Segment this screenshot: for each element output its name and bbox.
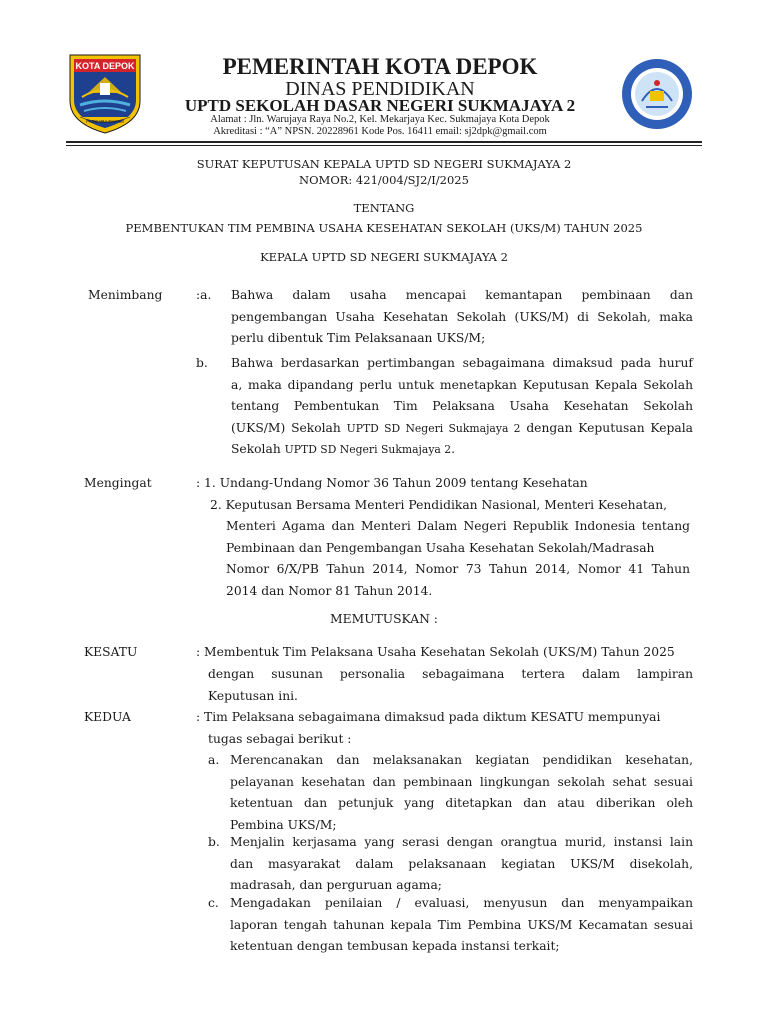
kedua-a-marker: a. [208,753,220,767]
text-run: Sekolah [231,442,285,456]
government-title: PEMERINTAH KOTA DEPOK [222,54,538,79]
about-label: TENTANG [353,201,415,215]
text-run: dengan Keputusan Kepala [520,420,693,435]
logo-left-motto: PARCARA DAYAM [86,119,124,124]
text-line: ketentuan dan petunjuk yang ditetapkan dan atau diberikan oleh [230,796,693,810]
menimbang-a-text [231,285,693,350]
text-line: tentang Pembentukan Tim Pelaksana Usaha Kesehatan Sekolah [231,399,693,413]
mengingat-item-1: : 1. Undang-Undang Nomor 36 Tahun 2009 tentang Kesehatan [196,476,588,490]
school-accreditation: Akreditasi : “A” NPSN. 20228961 Kode Pos. 16411 email: sj2dpk@gmail.com [213,126,547,137]
text-line: a, maka dipandang perlu untuk menetapkan Keputusan Kepala Sekolah [231,377,693,392]
text-line: 2014 dan Nomor 81 Tahun 2014. [226,583,433,598]
mengingat-label: Mengingat [84,476,152,490]
text-line: Bahwa dalam usaha mencapai kemantapan pembinaan dan [231,288,693,302]
text-line: dan masyarakat dalam pelaksanaan kegiatan UKS/M disekolah, [230,856,693,871]
text-line: Merencanakan dan melaksanakan kegiatan pendidikan kesehatan, [230,753,693,767]
logo-left-label: KOTA DEPOK [75,61,135,71]
text-line: dengan susunan personalia sebagaimana tertera dalam lampiran [208,667,693,681]
text-line: Bahwa berdasarkan pertimbangan sebagaimana dimaksud pada huruf [231,356,693,370]
decree-issuer: KEPALA UPTD SD NEGERI SUKMAJAYA 2 [260,250,508,264]
menimbang-b-marker: b. [196,356,208,370]
kesatu-text [208,664,693,707]
text-run: . [451,442,456,456]
letterhead-rule [66,141,702,143]
kesatu-label: KESATU [84,645,138,659]
school-title: UPTD SEKOLAH DASAR NEGERI SUKMAJAYA 2 [184,96,576,115]
text-line: Menteri Agama dan Menteri Dalam Negeri Republik Indonesia tentang [226,519,690,533]
text-line: Menjalin kerjasama yang serasi dengan orangtua murid, instansi lain [230,835,693,849]
menimbang-label: Menimbang [88,288,163,302]
text-line: Keputusan ini. [208,688,298,703]
kedua-c-marker: c. [208,896,219,910]
kedua-b-text [230,832,693,897]
mengingat-item-2-first: 2. Keputusan Bersama Menteri Pendidikan Nasional, Menteri Kesehatan, [210,498,668,512]
text-line [231,439,693,461]
text-line: perlu dibentuk Tim Pelaksanaan UKS/M; [231,331,486,345]
text-run: (UKS/M) Sekolah [231,420,347,435]
text-line [231,418,693,440]
kesatu-first-line: : Membentuk Tim Pelaksana Usaha Kesehatan Sekolah (UKS/M) Tahun 2025 [196,645,675,659]
kedua-intro-line: tugas sebagai berikut : [208,732,352,746]
school-name-inline: UPTD SD Negeri Sukmajaya 2 [284,443,452,456]
decree-number: NOMOR: 421/004/SJ2/I/2025 [299,173,469,187]
menimbang-b-text [231,353,693,461]
school-emblem-logo [620,57,694,131]
decree-subject: PEMBENTUKAN TIM PEMBINA USAHA KESEHATAN SEKOLAH (UKS/M) TAHUN 2025 [125,221,643,235]
kedua-c-text [230,893,693,958]
school-name-inline: UPTD SD Negeri Sukmajaya 2 [346,421,521,435]
kedua-label: KEDUA [84,710,131,724]
kedua-first-line: : Tim Pelaksana sebagaimana dimaksud pada diktum KESATU mempunyai [196,710,661,724]
memutuskan-heading: MEMUTUSKAN : [330,612,438,626]
text-line: pengembangan Usaha Kesehatan Sekolah (UKS/M) di Sekolah, maka [231,309,693,324]
decree-title: SURAT KEPUTUSAN KEPALA UPTD SD NEGERI SUKMAJAYA 2 [196,157,572,171]
text-line: Pembina UKS/M; [230,817,337,832]
mengingat-item-2-text [226,516,690,602]
text-line: laporan tengah tahunan kepala Tim Pembina UKS/M Kecamatan sesuai [230,917,693,932]
kedua-a-text [230,750,693,836]
kedua-b-marker: b. [208,835,220,849]
text-line: madrasah, dan perguruan agama; [230,878,442,892]
kota-depok-logo [66,53,144,135]
menimbang-a-marker: :a. [196,288,212,302]
text-line: pelayanan kesehatan dan pembinaan lingkungan sekolah sehat sesuai [230,774,693,789]
text-line: ketentuan dengan tembusan kepada instansi terkait; [230,939,560,953]
text-line: Mengadakan penilaian / evaluasi, menyusun dan menyampaikan [230,896,693,910]
letterhead-rule-thin [66,145,702,146]
school-address: Alamat : Jln. Warujaya Raya No.2, Kel. Mekarjaya Kec. Sukmajaya Kota Depok [210,114,550,125]
text-line: Nomor 6/X/PB Tahun 2014, Nomor 73 Tahun 2014, Nomor 41 Tahun [226,562,690,576]
department-title: DINAS PENDIDIKAN [285,78,475,100]
text-line: Pembinaan dan Pengembangan Usaha Kesehatan Sekolah/Madrasah [226,540,655,555]
